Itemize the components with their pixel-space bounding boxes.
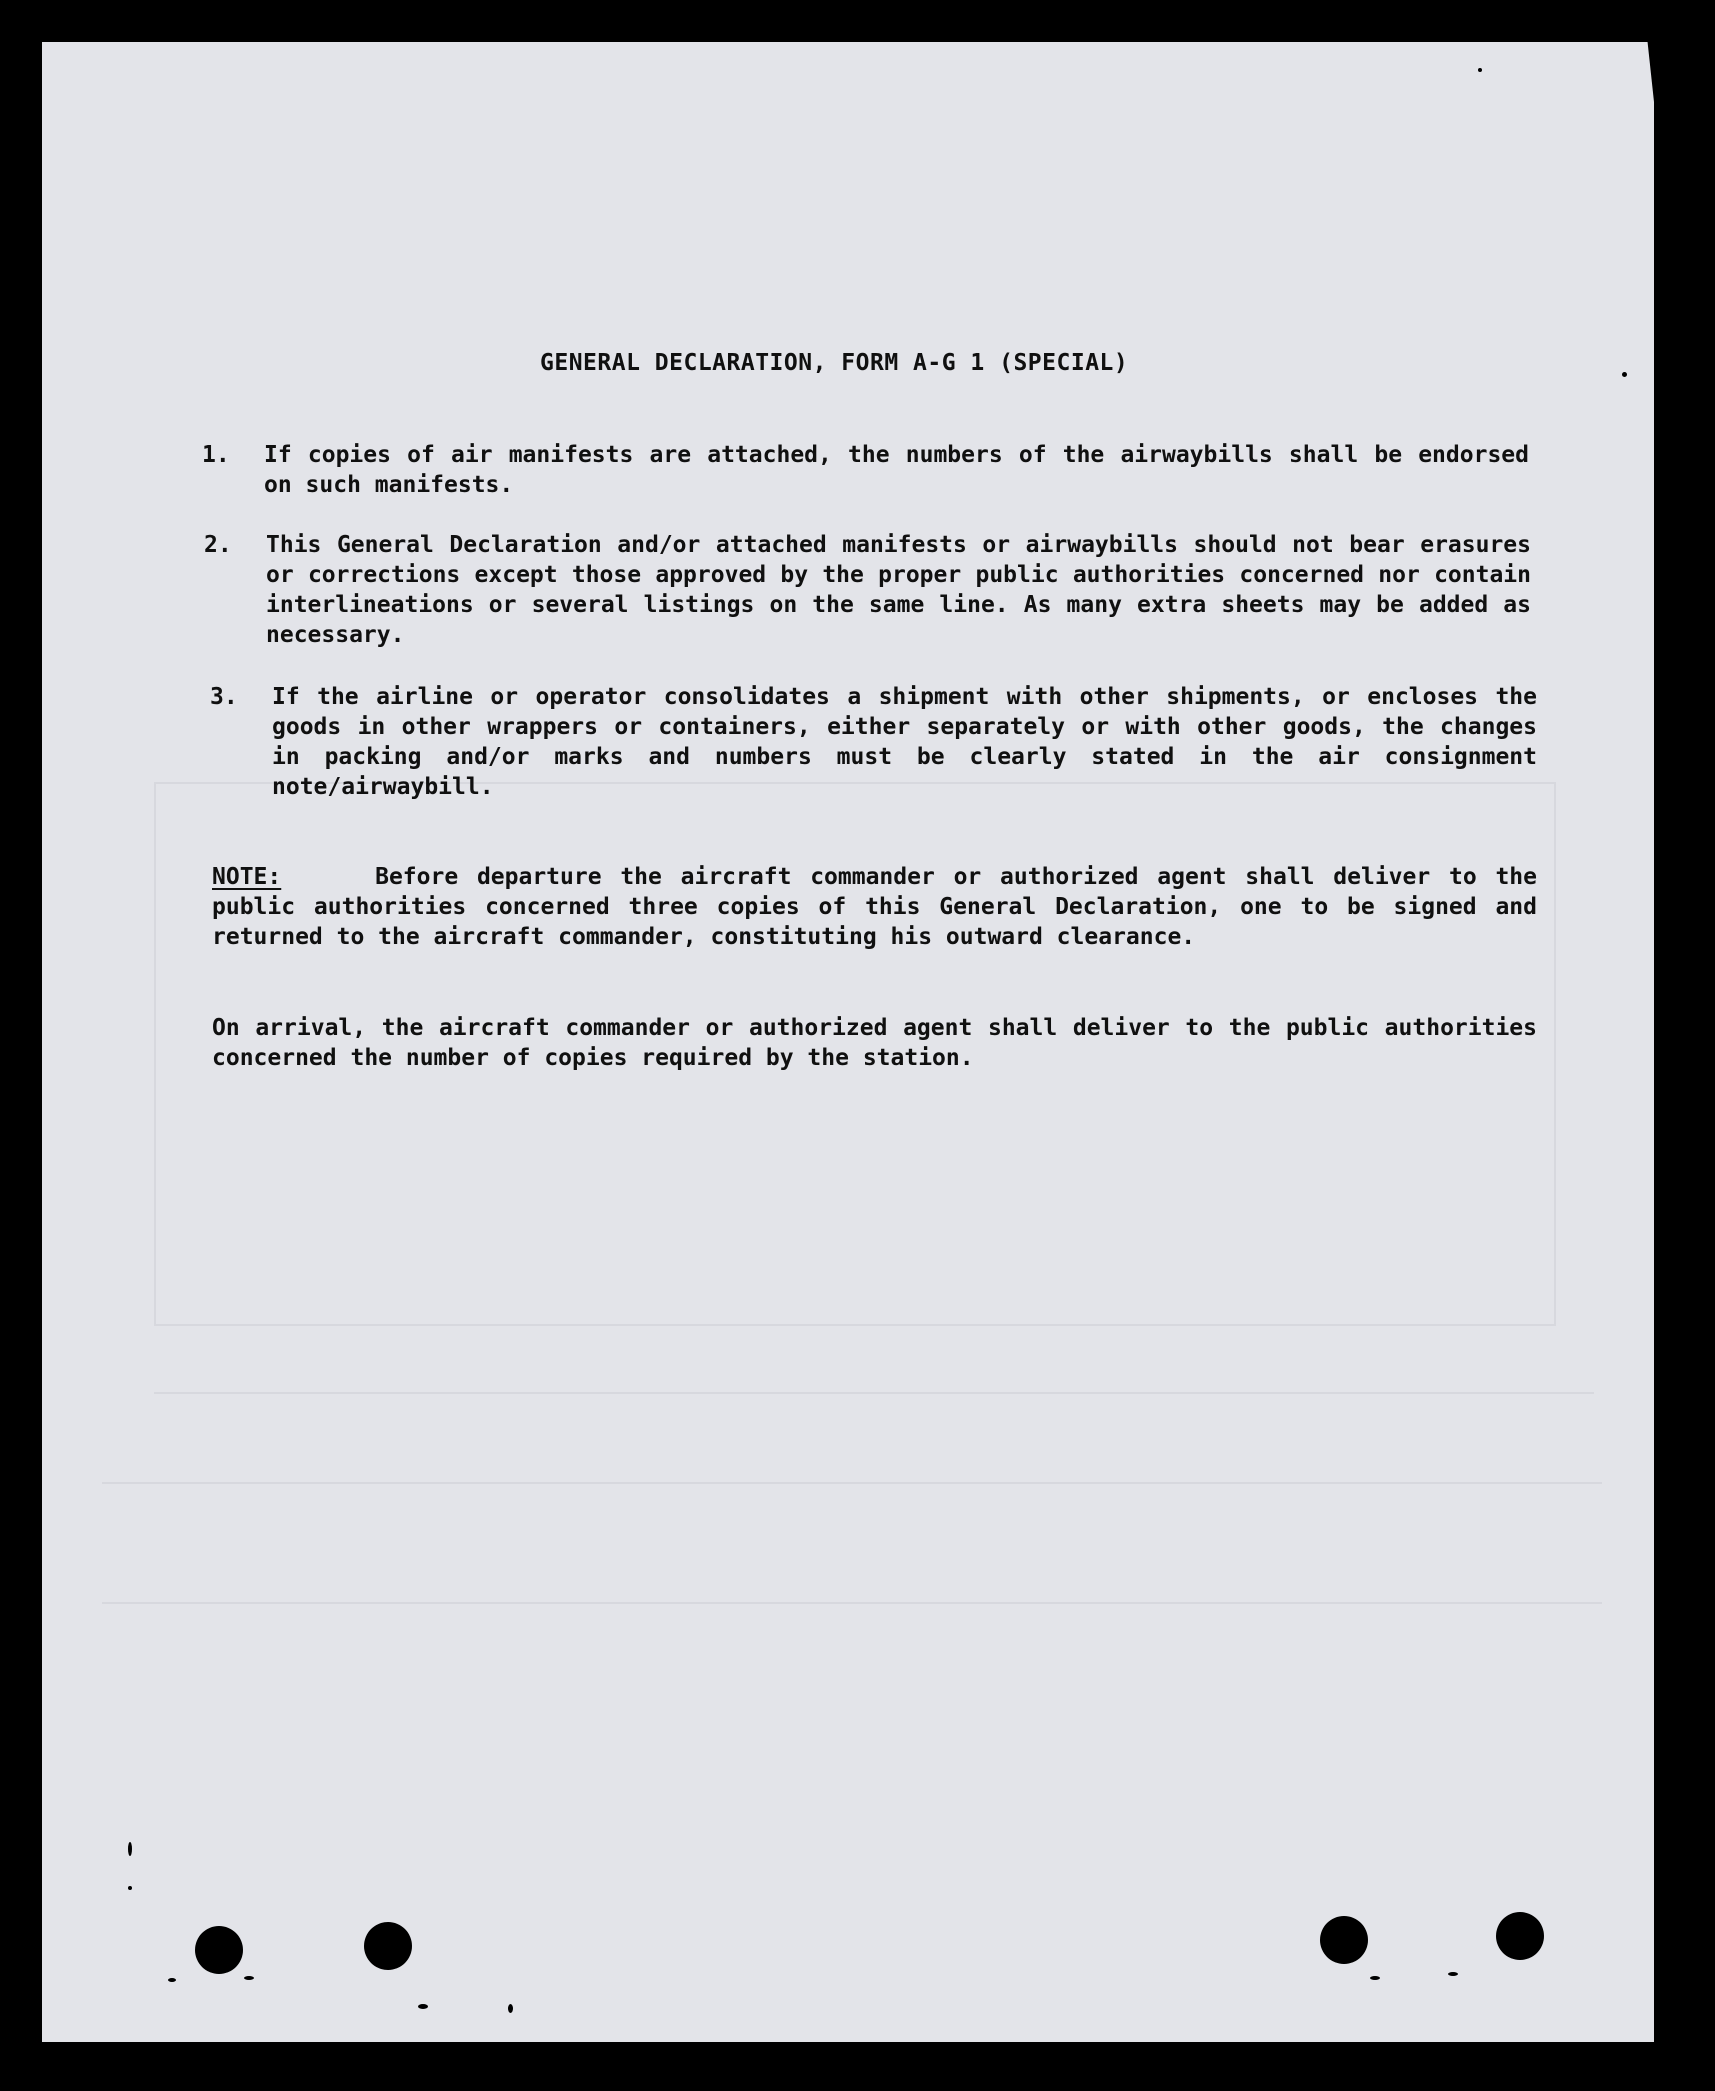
speck [128, 1886, 132, 1890]
note-text: Before departure the aircraft commander or authorized agent shall deliver to the public authorities concerned three copies of this General Declaration, one to be signed and returned to the aircraft commander, constituting his outward clearance. [212, 864, 1537, 950]
speck [1622, 372, 1627, 377]
list-item-text: If the airline or operator consolidates a shipment with other shipments, or encloses the goods in other wrappers or containers, either separately or with other goods, the changes in packing and/or marks and numbers must be clearly stated in the air consignment note/airwaybill. [272, 684, 1537, 800]
speck [168, 1978, 176, 1982]
speck [244, 1976, 254, 1980]
list-item-text: If copies of air manifests are attached, the numbers of the airwaybills shall be endorsed on such manifests. [264, 442, 1529, 498]
list-item-number: 3. [210, 684, 238, 710]
punch-hole [1320, 1916, 1368, 1964]
speck [128, 1842, 132, 1856]
list-item-text: This General Declaration and/or attached manifests or airwaybills should not bear erasures or corrections except those approved by the proper public authorities concerned nor contain interlineations or several listings on the same line. As many extra sheets may be added as necessary. [266, 532, 1531, 648]
punch-hole [195, 1926, 243, 1974]
list-item-number: 2. [204, 532, 232, 558]
speck [838, 2070, 846, 2078]
speck [418, 2004, 428, 2009]
speck [1370, 1976, 1380, 1980]
speck [920, 2074, 936, 2084]
punch-hole [1496, 1912, 1544, 1960]
arrival-paragraph: On arrival, the aircraft commander or authorized agent shall deliver to the public authorities concerned the number of copies required by the station. [212, 1015, 1537, 1071]
speck [1294, 2058, 1300, 2072]
note-label: NOTE: [212, 864, 282, 890]
speck [1448, 1972, 1458, 1976]
speck [508, 2004, 513, 2013]
speck [1478, 68, 1482, 72]
punch-hole [364, 1922, 412, 1970]
document-title: GENERAL DECLARATION, FORM A-G 1 (SPECIAL) [540, 350, 1129, 376]
list-item-number: 1. [202, 442, 230, 468]
note-paragraph [212, 862, 1537, 952]
